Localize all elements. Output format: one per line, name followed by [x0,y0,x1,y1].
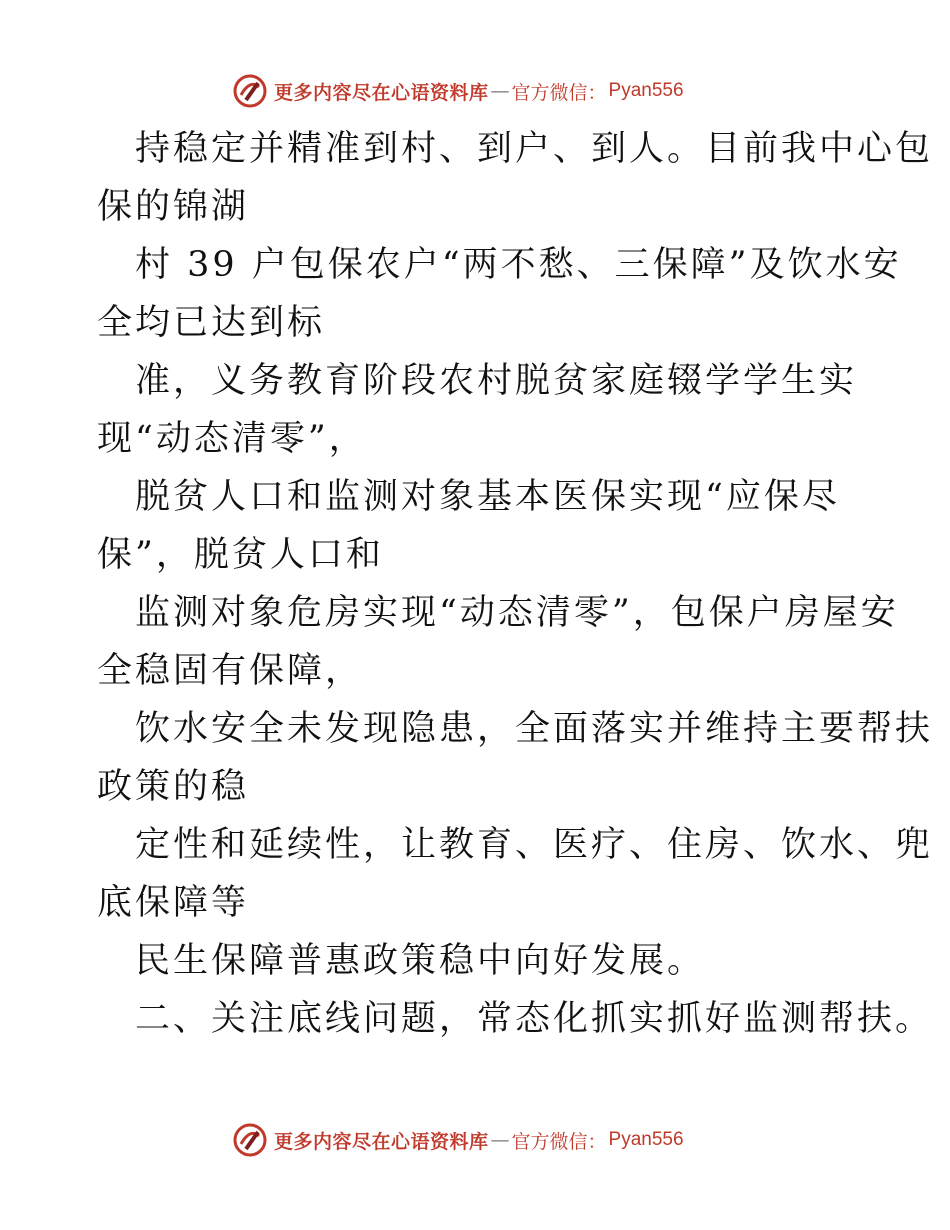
paragraph [97,584,899,700]
paragraph-line: 定性和延续性，让教育、医疗、住房、饮水、兜 [135,825,934,865]
paragraph-line: 现“动态清零”， [97,419,367,459]
paragraph-line: 保”，脱贫人口和 [97,535,384,575]
paragraph-line: 饮水安全未发现隐患，全面落实并维持主要帮扶 [135,709,934,749]
banner-wechat-label: 官方微信： [511,81,607,104]
section-heading: 二、关注底线问题，常态化抓实抓好监测帮扶。 [135,999,934,1039]
paragraph [97,468,857,584]
paragraph-line: 政策的稳 [97,767,250,807]
logo-icon [232,1122,268,1158]
paragraph-line: 民生保障普惠政策稳中向好发展。 [135,941,706,981]
paragraph-line: 持稳定并精准到村、到户、到人。目前我中心包 [135,129,934,169]
paragraph [97,932,857,990]
logo-icon [232,73,268,109]
paragraph [97,816,934,932]
paragraph-line: 底保障等 [97,883,250,923]
paragraph-line: 保的锦湖 [97,187,250,227]
paragraph [97,236,902,352]
paragraph-line: 脱贫人口和监测对象基本医保实现“应保尽 [135,477,840,517]
paragraph-line: 监测对象危房实现“动态清零”，包保户房屋安 [135,593,899,633]
banner-dash: — [490,80,510,102]
paragraph-heading [97,990,934,1048]
paragraph-line: 准，义务教育阶段农村脱贫家庭辍学学生实 [135,361,858,401]
header-watermark-banner [232,71,684,111]
paragraph [97,352,857,468]
paragraph [97,700,934,816]
document-body [97,120,934,1048]
footer-watermark-banner [232,1120,684,1160]
banner-wechat-id: Pyan556 [608,1129,684,1150]
banner-slogan: 更多内容尽在心语资料库 [274,1130,489,1153]
paragraph [97,120,934,236]
banner-dash: — [490,1129,510,1151]
paragraph-line: 村 39 户包保农户“两不愁、三保障”及饮水安 [135,245,902,285]
paragraph-line: 全稳固有保障， [97,651,364,691]
banner-wechat-id: Pyan556 [608,80,684,101]
banner-slogan: 更多内容尽在心语资料库 [274,81,489,104]
banner-wechat-label: 官方微信： [511,1130,607,1153]
paragraph-line: 全均已达到标 [97,303,326,343]
